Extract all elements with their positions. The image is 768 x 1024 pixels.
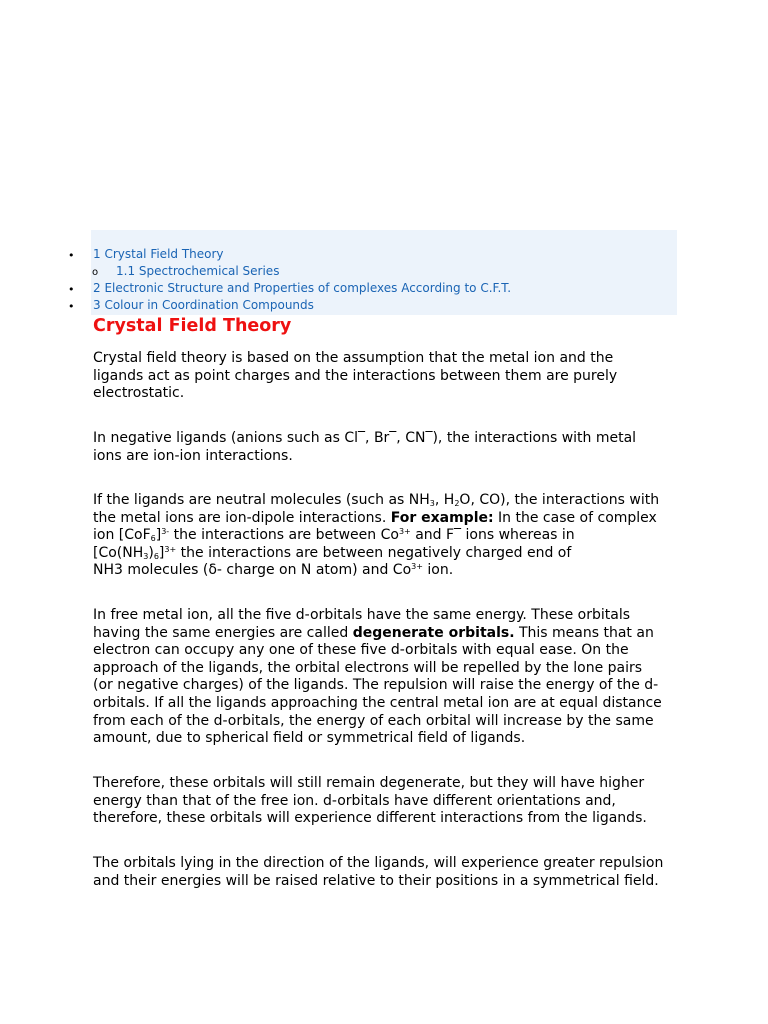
paragraph-negative-ligands: [93, 430, 693, 465]
paragraph-higher-energy: [93, 775, 693, 828]
text-line: Therefore, these orbitals will still remain degenerate, but they will have higher: [93, 775, 645, 791]
text-line: The orbitals lying in the direction of the ligands, will experience greater repulsion: [93, 855, 664, 871]
bold-phrase: degenerate orbitals.: [352, 624, 515, 641]
bold-phrase: For example:: [390, 509, 494, 526]
text-line: NH3 molecules (δ- charge on N atom) and $Co^{3+}$ ion.: [93, 562, 454, 579]
text-line: ligands act as point charges and the interactions between them are purely: [93, 367, 618, 384]
text-line: orbitals. If all the ligands approaching the central metal ion are at equal distance: [93, 694, 662, 711]
text-line: $[Co(NH_3)_6]^{3+}$ the interactions are between negatively charged end of: [93, 544, 572, 561]
text-line: ions are ion-ion interactions.: [93, 447, 293, 464]
toc-link-colour-in-coordination-compounds[interactable]: 3 Colour in Coordination Compounds: [93, 298, 314, 312]
text-line: from each of the d-orbitals, the energy of each orbital will increase by the same: [93, 712, 654, 729]
text-line: electrostatic.: [93, 385, 185, 402]
text-line: and their energies will be raised relative to their positions in a symmetrical field.: [93, 872, 659, 889]
toc-link-crystal-field-theory[interactable]: 1 Crystal Field Theory: [93, 247, 224, 261]
paragraph-neutral-ligands: [93, 492, 693, 580]
paragraph-degenerate-orbitals: [93, 607, 693, 748]
text-line: therefore, these orbitals will experience different interactions from the ligands.: [93, 810, 647, 827]
text-line: approach of the ligands, the orbital electrons will be repelled by the lone pairs: [93, 659, 643, 676]
text-line: (or negative charges) of the ligands. The repulsion will raise the energy of the d-: [93, 677, 659, 694]
paragraph-ligand-direction: [93, 855, 693, 890]
text-line: having the same energies are called degenerate orbitals. This means that an: [93, 624, 654, 641]
bullet-icon: [68, 248, 75, 263]
text-line: energy than that of the free ion. d-orbitals have different orientations and,: [93, 792, 616, 809]
section-heading: Crystal Field Theory: [93, 316, 292, 336]
text-line: If the ligands are neutral molecules (such as $NH_3$, $H_2O$, CO), the interactions with: [93, 492, 660, 508]
sub-bullet-icon: [92, 264, 98, 280]
text-line: In free metal ion, all the five d-orbitals have the same energy. These orbitals: [93, 607, 631, 623]
toc-link-electronic-structure[interactable]: 2 Electronic Structure and Properties of complexes According to C.F.T.: [93, 281, 512, 295]
bullet-icon: [68, 299, 75, 314]
text-line: amount, due to spherical field or symmetrical field of ligands.: [93, 730, 526, 747]
text-line: Crystal field theory is based on the assumption that the metal ion and the: [93, 350, 614, 366]
paragraph-intro: [93, 350, 693, 403]
bullet-icon: [68, 282, 75, 297]
text-line: ion $[CoF_6]^{3-}$ the interactions are between $Co^{3+}$ and F‾ ions whereas in: [93, 527, 575, 544]
text-line: electron can occupy any one of these five d-orbitals with equal ease. On the: [93, 642, 629, 659]
toc-link-spectrochemical-series[interactable]: 1.1 Spectrochemical Series: [116, 264, 280, 278]
text-line: In negative ligands (anions such as Cl‾, Br‾, CN‾), the interactions with metal: [93, 430, 637, 446]
text-line: the metal ions are ion-dipole interactions. For example: In the case of complex: [93, 509, 657, 526]
